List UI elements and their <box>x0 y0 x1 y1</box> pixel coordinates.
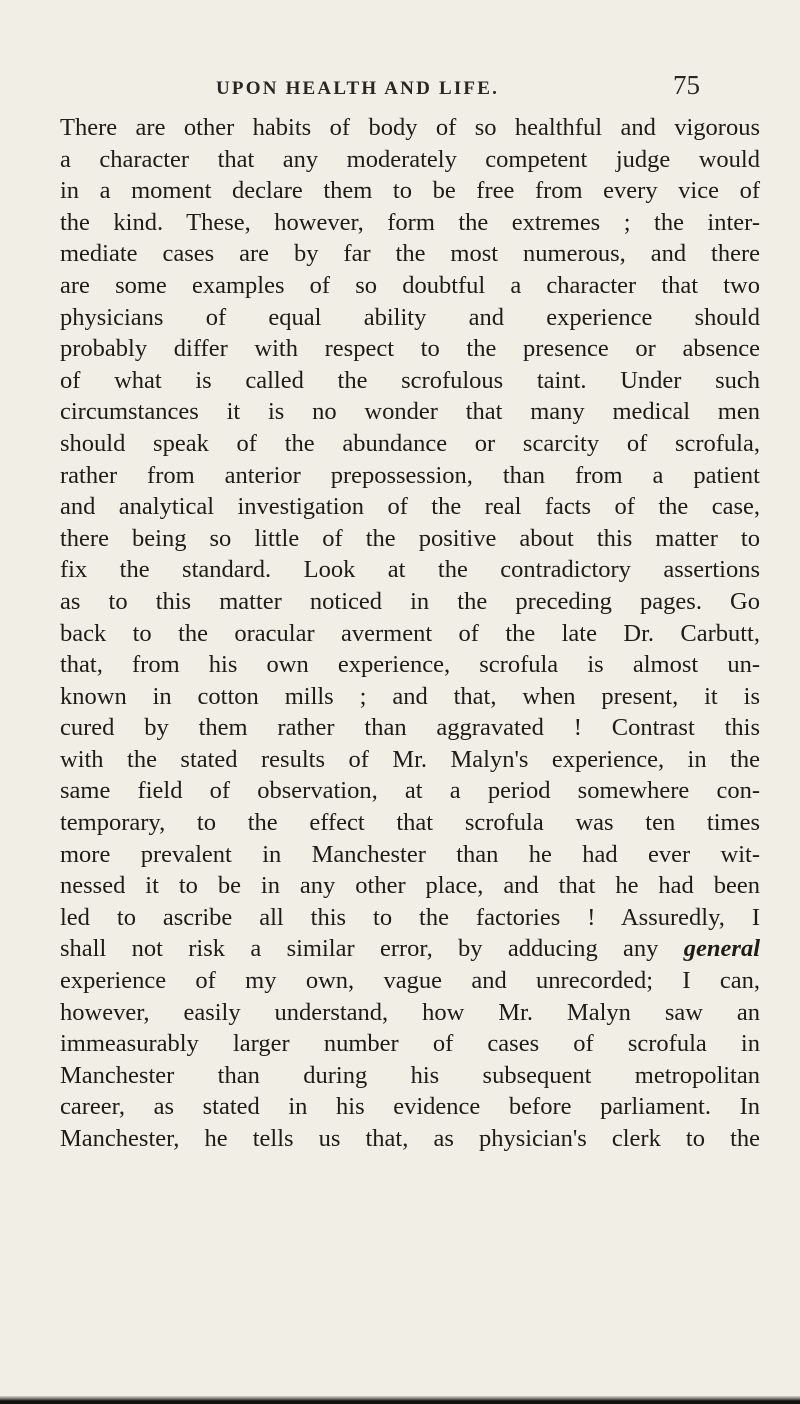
text-line-with-italic <box>60 933 760 965</box>
text-line: led to ascribe all this to the factories ! Assuredly, I <box>60 903 760 931</box>
text-line: Manchester, he tells us that, as physician's clerk to the <box>60 1125 760 1152</box>
text-line: however, easily understand, how Mr. Malyn saw an <box>60 998 760 1026</box>
text-line: nessed it to be in any other place, and that he had been <box>60 872 760 900</box>
text-line: known in cotton mills ; and that, when present, it is <box>60 682 760 710</box>
text-line: There are other habits of body of so healthful and vigorous <box>60 114 760 141</box>
text-line: more prevalent in Manchester than he had ever wit- <box>60 840 760 868</box>
text-line: as to this matter noticed in the preceding pages. Go <box>60 587 760 615</box>
body-text <box>60 112 760 1155</box>
text-line: career, as stated in his evidence before parliament. In <box>60 1093 760 1121</box>
page-number: 75 <box>673 70 700 100</box>
text-line: immeasurably larger number of cases of scrofula in <box>60 1030 760 1058</box>
text-segment: shall not risk a similar error, by adducing any <box>60 935 659 963</box>
text-line: experience of my own, vague and unrecorded; I can, <box>60 967 760 995</box>
text-line: Manchester than during his subsequent metropolitan <box>60 1061 760 1089</box>
text-line: fix the standard. Look at the contradictory assertions <box>60 556 760 584</box>
text-line: mediate cases are by far the most numerous, and there <box>60 240 760 268</box>
running-head: UPON HEALTH AND LIFE. <box>216 78 500 99</box>
text-line: there being so little of the positive about this matter to <box>60 524 760 552</box>
text-line: and analytical investigation of the real facts of the case, <box>60 493 760 521</box>
text-line: circumstances it is no wonder that many medical men <box>60 398 760 426</box>
text-line: cured by them rather than aggravated ! Contrast this <box>60 714 760 742</box>
text-line: physicians of equal ability and experience should <box>60 303 760 331</box>
text-line: a character that any moderately competent judge would <box>60 145 760 173</box>
text-line: same field of observation, at a period somewhere con- <box>60 777 760 805</box>
text-line: back to the oracular averment of the late Dr. Carbutt, <box>60 619 760 647</box>
text-line: should speak of the abundance or scarcity of scrofula, <box>60 429 760 457</box>
italic-word: general <box>683 935 760 963</box>
text-line: with the stated results of Mr. Malyn's experience, in the <box>60 745 760 773</box>
text-line: temporary, to the effect that scrofula was ten times <box>60 809 760 837</box>
text-line: rather from anterior prepossession, than from a patient <box>60 461 760 489</box>
text-line: are some examples of so doubtful a character that two <box>60 271 760 299</box>
text-line: the kind. These, however, form the extremes ; the inter- <box>60 208 760 236</box>
page-header <box>60 68 780 108</box>
text-line: that, from his own experience, scrofula is almost un- <box>60 651 760 679</box>
scan-edge <box>0 1396 800 1404</box>
text-line: of what is called the scrofulous taint. Under such <box>60 366 760 394</box>
text-line: in a moment declare them to be free from every vice of <box>60 177 760 205</box>
text-line: probably differ with respect to the presence or absence <box>60 335 760 363</box>
